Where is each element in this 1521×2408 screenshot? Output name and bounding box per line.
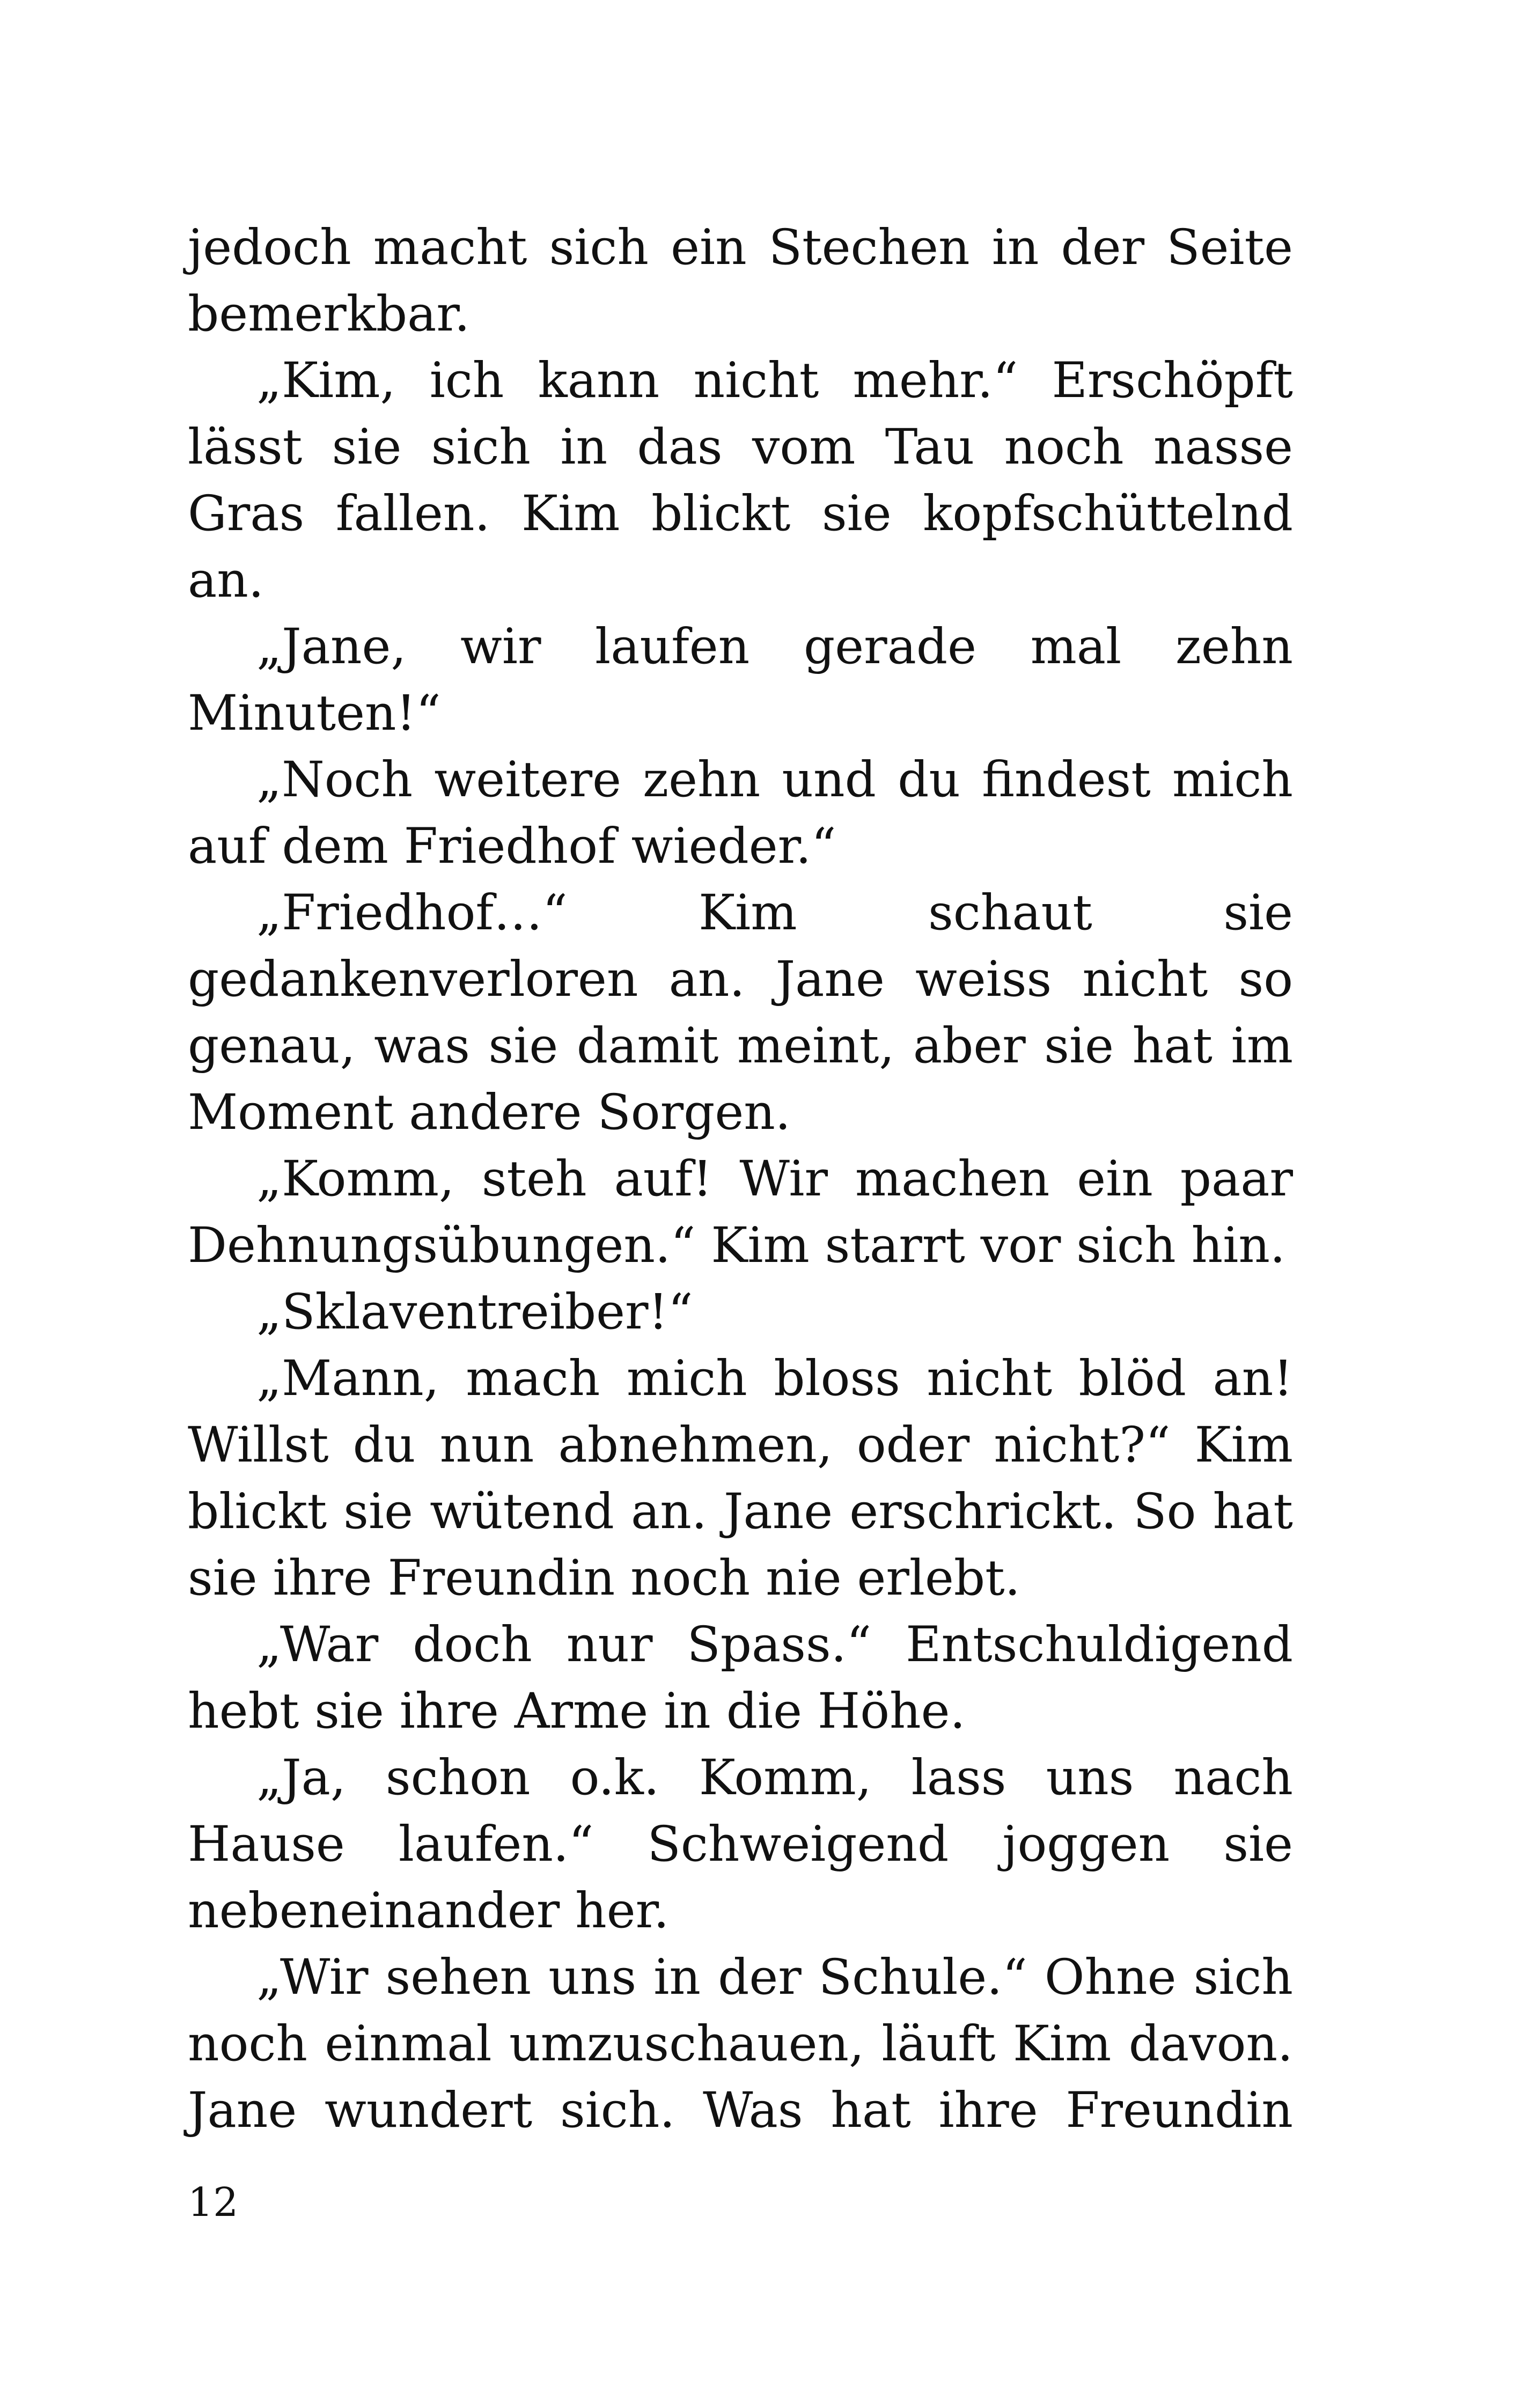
paragraph: „Kim, ich kann nicht mehr.“ Erschöpft lässt sie sich in das vom Tau noch nasse Gras fallen. Kim blickt sie kopfschüttelnd an. xyxy=(188,353,1293,608)
paragraph: jedoch macht sich ein Stechen in der Seite bemerkbar. xyxy=(188,219,1293,342)
paragraph: „Jane, wir laufen gerade mal zehn Minuten!“ xyxy=(188,619,1293,742)
paragraph: „Wir sehen uns in der Schule.“ Ohne sich noch einmal umzuschauen, läuft Kim davon. Jane wundert sich. Was hat ihre Freundin xyxy=(188,1949,1293,2139)
paragraph: „War doch nur Spass.“ Entschuldigend hebt sie ihre Arme in die Höhe. xyxy=(188,1617,1293,1739)
paragraph: „Ja, schon o.k. Komm, lass uns nach Hause laufen.“ Schweigend joggen sie nebeneinander her. xyxy=(188,1750,1293,1939)
paragraph: „Sklaventreiber!“ xyxy=(256,1284,693,1340)
page-number: 12 xyxy=(188,2179,239,2226)
paragraph: „Friedhof…“ Kim schaut sie gedankenverloren an. Jane weiss nicht so genau, was sie damit meint, aber sie hat im Moment andere Sorgen. xyxy=(188,885,1293,1141)
paragraph: „Noch weitere zehn und du findest mich auf dem Friedhof wieder.“ xyxy=(188,752,1293,875)
paragraph: „Mann, mach mich bloss nicht blöd an! Willst du nun abnehmen, oder nicht?“ Kim blickt sie wütend an. Jane erschrickt. So hat sie ihre Freundin noch nie erlebt. xyxy=(188,1350,1293,1606)
body-text xyxy=(188,215,1293,2144)
paragraph: „Komm, steh auf! Wir machen ein paar Dehnungsübungen.“ Kim starrt vor sich hin. xyxy=(188,1151,1293,1274)
